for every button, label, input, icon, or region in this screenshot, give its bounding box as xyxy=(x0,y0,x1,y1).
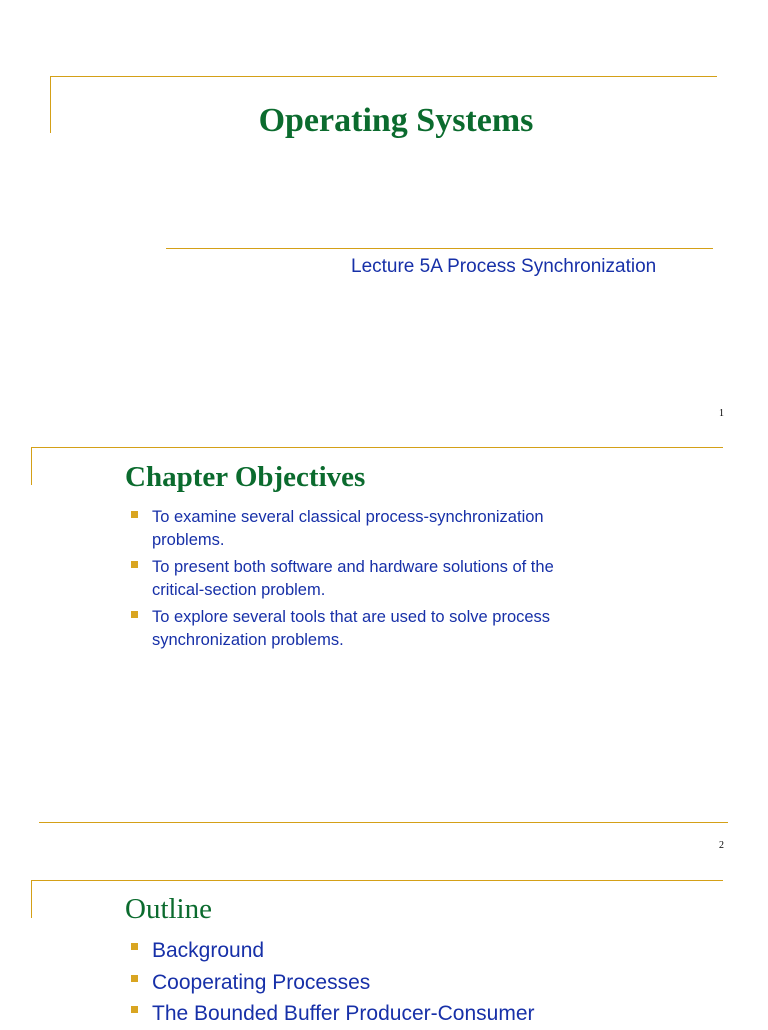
bullet-square-icon xyxy=(131,1006,138,1013)
objective-line: problems. xyxy=(152,531,225,549)
objective-line: To present both software and hardware solutions of the xyxy=(152,558,554,576)
objective-item xyxy=(152,606,712,652)
slide-1-title: Operating Systems xyxy=(258,102,534,139)
slide-3-title: Outline xyxy=(125,893,212,925)
slide-2-bottom-rule xyxy=(39,822,728,823)
objective-item xyxy=(152,556,712,602)
objective-line: To examine several classical process-synchronization xyxy=(152,508,544,526)
outline-list xyxy=(152,935,752,1030)
slide-2-left-rule xyxy=(31,447,32,485)
slide-2-page-number: 2 xyxy=(719,840,724,851)
objective-line: To explore several tools that are used to solve process xyxy=(152,608,551,626)
outline-item-label: The Bounded Buffer Producer-Consumer xyxy=(152,1002,535,1025)
outline-item-label: Cooperating Processes xyxy=(152,970,371,994)
slide-3-left-rule xyxy=(31,880,32,918)
slide-1-page-number: 1 xyxy=(719,408,724,419)
objectives-list xyxy=(152,506,712,652)
objective-line: synchronization problems. xyxy=(152,631,344,649)
slide-3-top-rule xyxy=(31,880,723,881)
slide-1-top-rule xyxy=(50,76,717,77)
objective-item xyxy=(152,506,712,552)
bullet-square-icon xyxy=(131,943,138,950)
bullet-square-icon xyxy=(131,511,138,518)
outline-item-label: Background xyxy=(152,939,265,962)
outline-item xyxy=(152,935,752,967)
slide-2-top-rule xyxy=(31,447,723,448)
outline-item xyxy=(152,998,752,1030)
slide-2-title: Chapter Objectives xyxy=(125,461,366,493)
objective-line: critical-section problem. xyxy=(152,581,326,599)
slide-1-subtitle: Lecture 5A Process Synchronization xyxy=(351,256,657,277)
bullet-square-icon xyxy=(131,561,138,568)
slide-1-subtitle-rule xyxy=(166,248,713,249)
outline-item xyxy=(152,967,752,999)
bullet-square-icon xyxy=(131,975,138,982)
bullet-square-icon xyxy=(131,611,138,618)
